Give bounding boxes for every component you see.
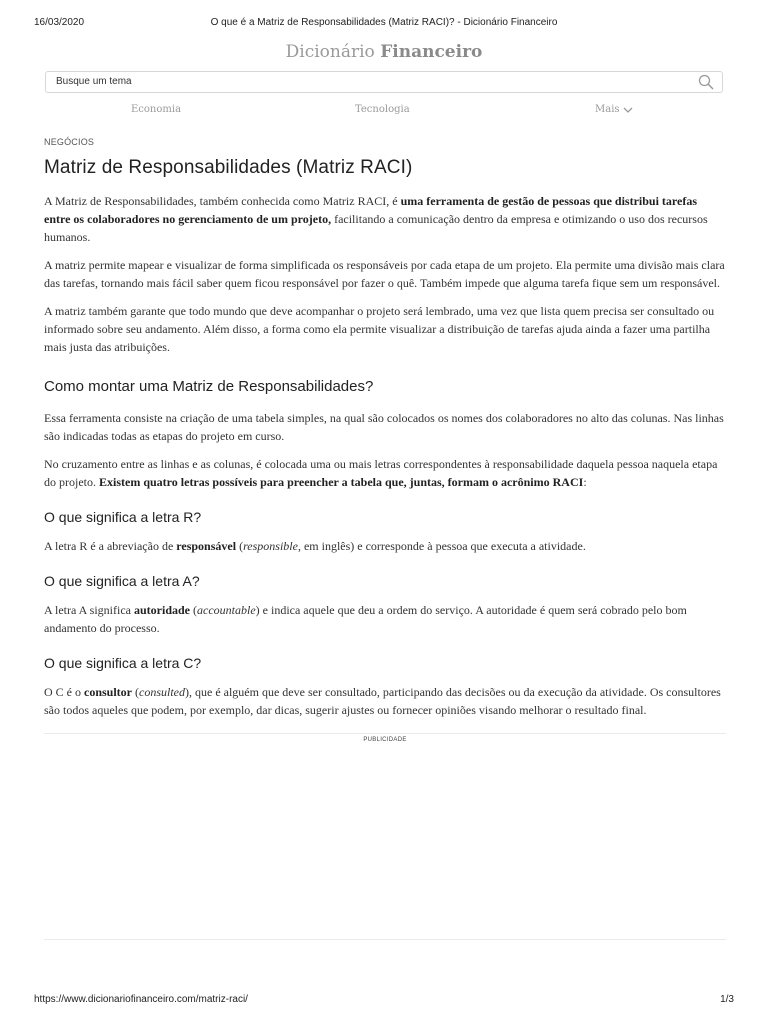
- paragraph-letra-a: [44, 601, 726, 637]
- search-input[interactable]: [56, 76, 656, 87]
- logo-text-strong: Financeiro: [380, 42, 483, 62]
- search-bar: [45, 71, 723, 93]
- print-date: 16/03/2020: [34, 17, 85, 28]
- pr-text-d: , em inglês) e corresponde à pessoa que executa a atividade.: [297, 539, 586, 553]
- main-nav: [0, 104, 768, 118]
- pc-text-c: (: [132, 685, 139, 699]
- site-logo[interactable]: [0, 42, 768, 62]
- pc-text-bold: consultor: [84, 685, 132, 699]
- ad-slot: [44, 743, 726, 939]
- print-page-number: 1/3: [720, 994, 734, 1005]
- p5-text-a: No cruzamento entre as linhas e as colunas, é colocada uma ou mais letras correspondentes à responsabilidade daquela pessoa naquela etapa do projeto.: [44, 457, 718, 489]
- pc-text-d: ), que é alguém que deve ser consultado, participando das decisões ou da execução da atividade. Os consultores são todos aqueles que podem, por exemplo, dar dicas, sugerir ajustes ou fornecer opiniões visando melhorar o resultado final.: [44, 685, 721, 717]
- pr-text-a: A letra R é a abreviação de: [44, 539, 177, 553]
- nav-item-mais[interactable]: [595, 104, 633, 115]
- divider: [44, 733, 726, 734]
- chevron-down-icon: [623, 106, 633, 114]
- print-url: https://www.dicionariofinanceiro.com/matriz-raci/: [34, 994, 248, 1005]
- paragraph-intro: [44, 192, 726, 246]
- p1-text-bold: uma ferramenta de gestão de pessoas que distribui tarefas entre os colaboradores no gerenciamento de um projeto,: [44, 194, 698, 226]
- paragraph-letra-c: [44, 683, 726, 719]
- search-icon[interactable]: [698, 74, 714, 90]
- pa-text-italic: accountable: [197, 603, 256, 617]
- p1-text-c: facilitando a comunicação dentro da empresa e otimizando o uso dos recursos humanos.: [44, 212, 708, 244]
- pr-text-bold: responsável: [176, 539, 237, 553]
- divider-bottom: [44, 939, 726, 940]
- section-heading-como-montar: Como montar uma Matriz de Responsabilidades?: [44, 378, 374, 395]
- pa-text-bold: autoridade: [133, 603, 190, 617]
- pc-text-italic: consulted: [139, 685, 185, 699]
- nav-item-economia[interactable]: Economia: [131, 104, 182, 115]
- paragraph-5: [44, 455, 726, 491]
- p1-text-a: A Matriz de Responsabilidades, também conhecida como Matriz RACI, é: [44, 194, 401, 208]
- p5-text-c: :: [583, 475, 587, 489]
- section-heading-letra-a: O que significa a letra A?: [44, 573, 200, 589]
- ad-label: PUBLICIDADE: [363, 737, 407, 743]
- pc-text-a: O C é o: [44, 685, 84, 699]
- nav-item-tecnologia[interactable]: Tecnologia: [355, 104, 410, 115]
- pr-text-c: (: [236, 539, 244, 553]
- paragraph-3: A matriz também garante que todo mundo que deve acompanhar o projeto será lembrado, uma vez que lista quem precisa ser consultado ou informado sobre seu andamento. Além disso, a forma como ela permite visualizar a distribuição de tarefas ajuda ainda a fazer uma partilha mais justa das atribuições.: [44, 304, 715, 354]
- logo-text-light: Dicionário: [285, 42, 375, 62]
- paragraph-2: A matriz permite mapear e visualizar de forma simplificada os responsáveis por cada etapa de um projeto. Ela permite uma divisão mais clara das tarefas, tornando mais fácil saber quem ficou responsável por fazer o quê. Também impede que alguma tarefa fique sem um responsável.: [44, 258, 725, 290]
- article: [44, 133, 726, 940]
- pr-text-italic: responsible: [243, 539, 298, 553]
- nav-item-mais-label: Mais: [595, 104, 620, 115]
- pa-text-a: A letra A significa: [44, 603, 134, 617]
- paragraph-letra-r: [44, 537, 726, 555]
- pa-text-c: (: [190, 603, 197, 617]
- p5-text-bold: Existem quatro letras possíveis para preencher a tabela que, juntas, formam o acrônimo RACI: [99, 475, 584, 489]
- section-heading-letra-r: O que significa a letra R?: [44, 509, 202, 525]
- pa-text-d: ) e indica aquele que deu a ordem do serviço. A autoridade é quem será cobrado pelo bom andamento do processo.: [44, 603, 687, 635]
- print-page-title: O que é a Matriz de Responsabilidades (Matriz RACI)? - Dicionário Financeiro: [210, 17, 558, 28]
- article-category[interactable]: NEGÓCIOS: [44, 137, 95, 147]
- section-heading-letra-c: O que significa a letra C?: [44, 655, 202, 671]
- paragraph-4: Essa ferramenta consiste na criação de uma tabela simples, na qual são colocados os nomes dos colaboradores no alto das colunas. Nas linhas são indicadas todas as etapas do projeto em curso.: [44, 411, 724, 443]
- page-title: Matriz de Responsabilidades (Matriz RACI): [44, 157, 413, 178]
